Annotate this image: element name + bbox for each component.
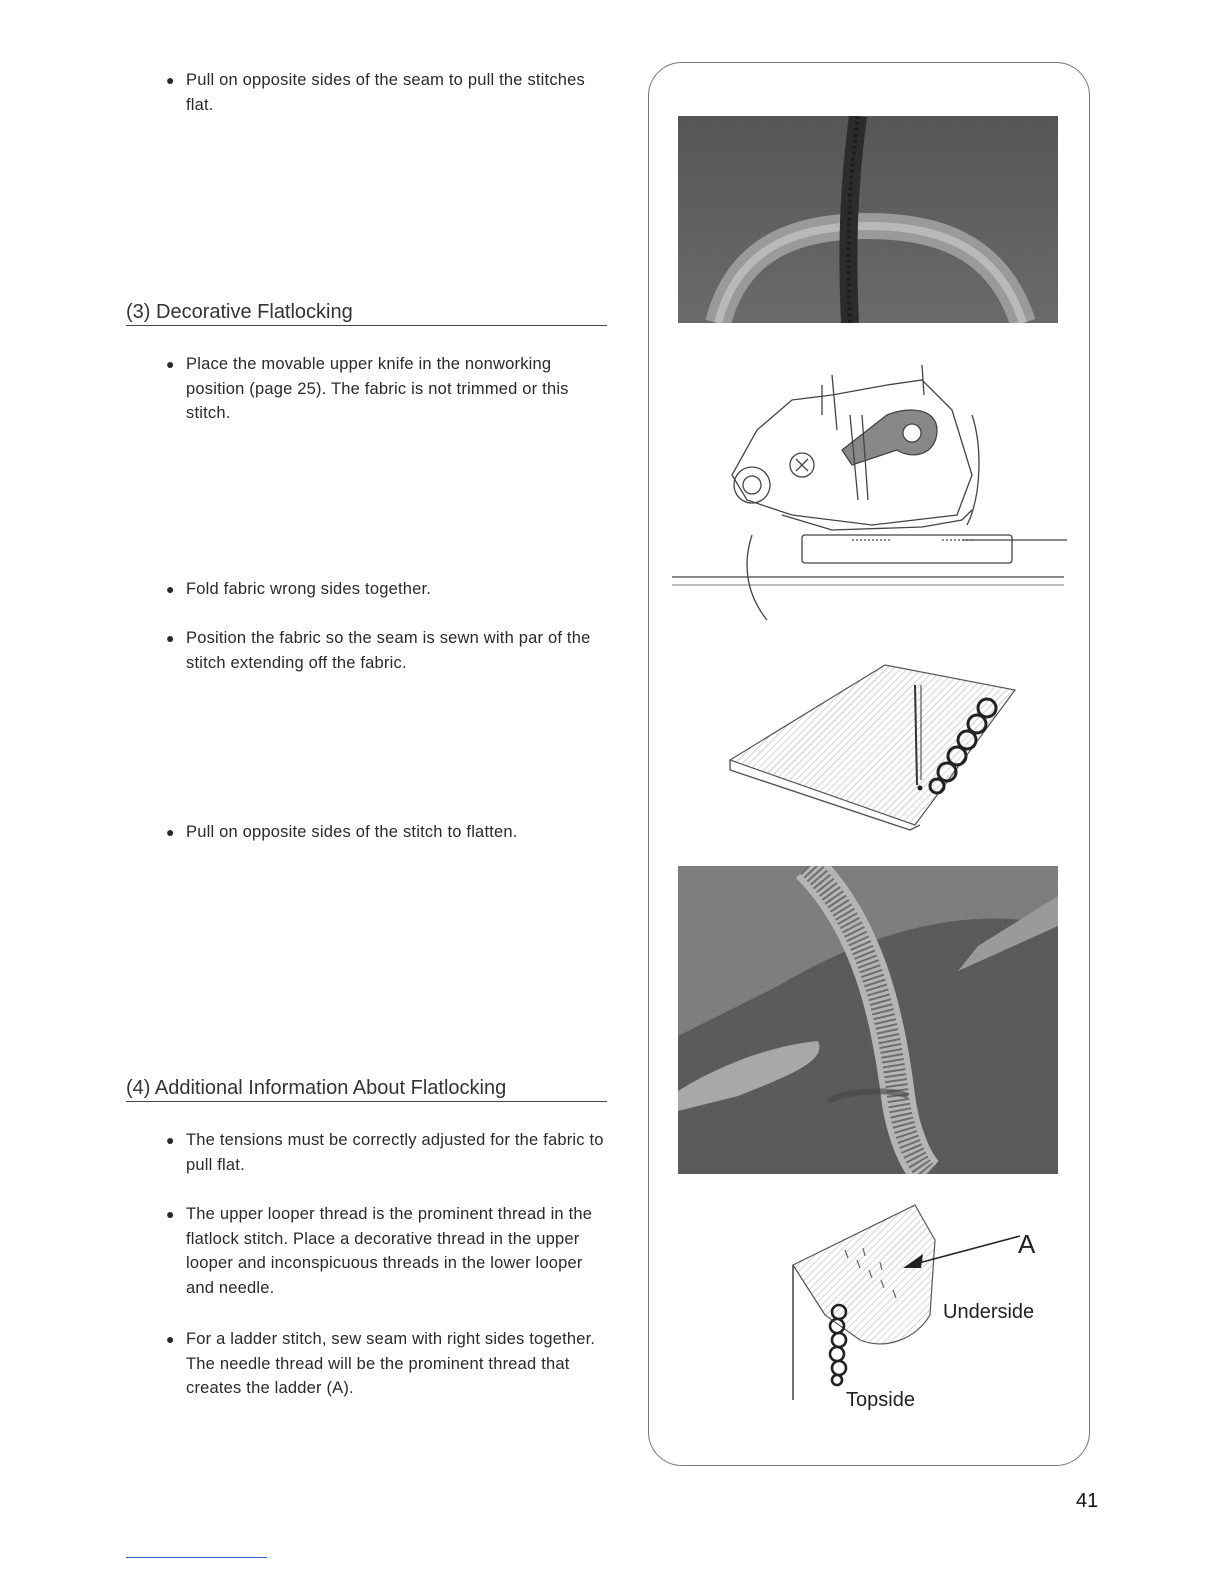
section4-bullet-3-text: For a ladder stitch, sew seam with right sides together. The needle thread will be the prominent thread that creates the ladder (A). — [186, 1330, 596, 1397]
intro-bullet — [166, 68, 611, 117]
section4-bullet-3 — [166, 1327, 611, 1401]
photo-flattened-seam — [678, 116, 1058, 323]
label-topside: Topside — [846, 1389, 915, 1411]
section3-bullet-2-text: Fold fabric wrong sides together. — [186, 580, 432, 598]
section3-bullet-4 — [166, 820, 611, 845]
diagram-folded-fabric — [725, 660, 1025, 835]
label-underside: Underside — [943, 1301, 1035, 1323]
section3-bullet-1-text: Place the movable upper knife in the nonworking position (page 25). The fabric is not trimmed or this stitch. — [186, 355, 569, 422]
section4-bullet-1-text: The tensions must be correctly adjusted for the fabric to pull flat. — [186, 1131, 604, 1174]
diagram-presser-foot — [672, 355, 1072, 625]
label-a: A — [1018, 1229, 1036, 1259]
bullet-dot-icon: ● — [166, 1206, 175, 1222]
bullet-dot-icon: ● — [166, 72, 175, 88]
bullet-dot-icon: ● — [166, 824, 175, 840]
section3-heading: (3) Decorative Flatlocking — [126, 300, 607, 326]
section3-bullet-4-text: Pull on opposite sides of the stitch to flatten. — [186, 823, 518, 841]
bullet-dot-icon: ● — [166, 1132, 175, 1148]
bullet-dot-icon: ● — [166, 630, 175, 646]
arrow-to-ladder — [895, 1228, 1025, 1278]
footer-rule — [126, 1557, 267, 1558]
bullet-dot-icon: ● — [166, 1331, 175, 1347]
section3-bullet-3 — [166, 626, 611, 675]
section4-heading: (4) Additional Information About Flatlocking — [126, 1076, 607, 1102]
section3-bullet-1 — [166, 352, 611, 426]
section4-bullet-2 — [166, 1202, 611, 1300]
section4-bullet-2-text: The upper looper thread is the prominent thread in the flatlock stitch. Place a decorative thread in the upper looper and inconspicuous threads in the lower looper and needle. — [186, 1205, 593, 1297]
intro-bullet-text: Pull on opposite sides of the seam to pull the stitches flat. — [186, 71, 585, 114]
section4-bullet-1 — [166, 1128, 611, 1177]
page-number: 41 — [1076, 1490, 1099, 1512]
photo-flatlock-stitch — [678, 866, 1058, 1174]
bullet-dot-icon: ● — [166, 581, 175, 597]
section3-bullet-3-text: Position the fabric so the seam is sewn with par of the stitch extending off the fabric. — [186, 629, 591, 672]
bullet-dot-icon: ● — [166, 356, 175, 372]
section3-bullet-2 — [166, 577, 611, 602]
